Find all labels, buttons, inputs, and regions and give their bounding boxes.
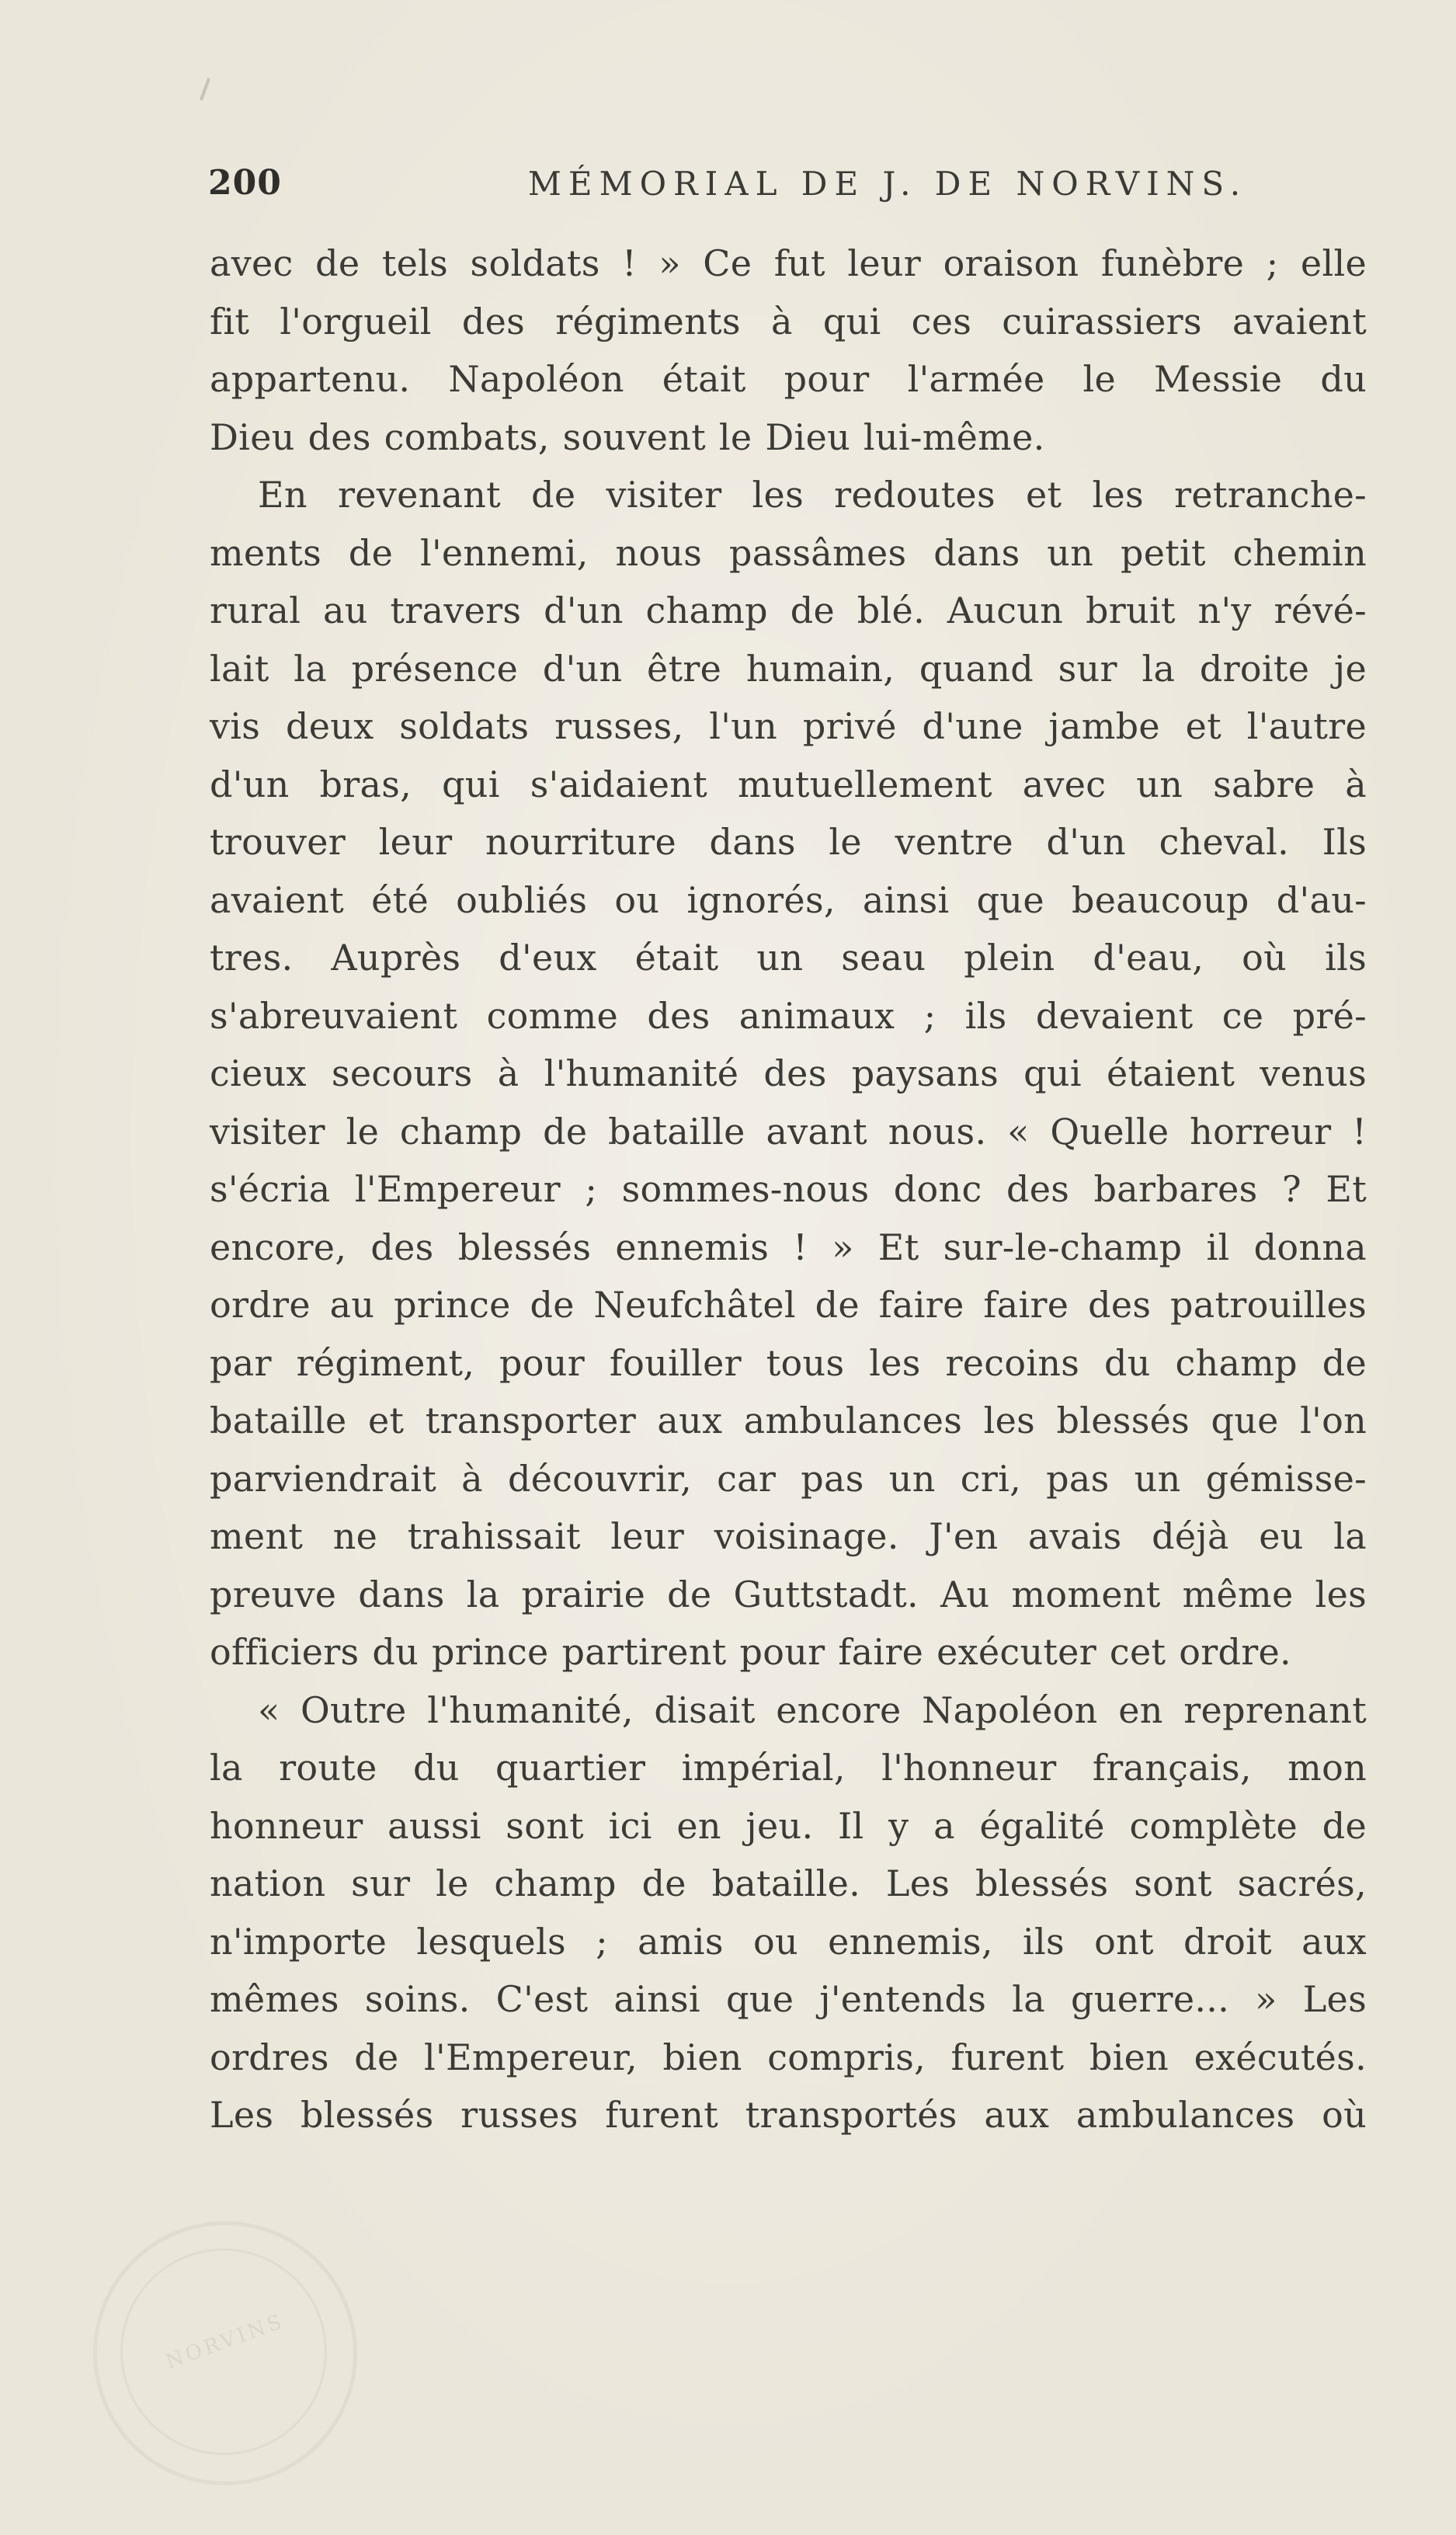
- page-number: 200: [208, 163, 282, 203]
- text-line: lait la présence d'un être humain, quand sur la droite je: [210, 647, 1367, 690]
- text-line: nation sur le champ de bataille. Les blessés sont sacrés,: [210, 1862, 1367, 1904]
- text-line: cieux secours à l'humanité des paysans qui étaient venus: [210, 1052, 1367, 1094]
- text-line: ordres de l'Empereur, bien compris, furent bien exécutés.: [210, 2036, 1367, 2078]
- text-line: vis deux soldats russes, l'un privé d'une jambe et l'autre: [210, 705, 1367, 747]
- text-line: Les blessés russes furent transportés aux ambulances où: [210, 2094, 1367, 2136]
- pen-mark: [200, 78, 210, 101]
- running-head: MÉMORIAL DE J. DE NORVINS.: [527, 165, 1248, 203]
- text-line: fit l'orgueil des régiments à qui ces cuirassiers avaient: [210, 300, 1367, 343]
- text-line: encore, des blessés ennemis ! » Et sur-le-champ il donna: [210, 1226, 1367, 1268]
- text-line: Dieu des combats, souvent le Dieu lui-même.: [210, 416, 1045, 458]
- text-line: ments de l'ennemi, nous passâmes dans un petit chemin: [210, 531, 1367, 574]
- text-line: n'importe lesquels ; amis ou ennemis, ils ont droit aux: [210, 1920, 1367, 1963]
- text-line: avec de tels soldats ! » Ce fut leur oraison funèbre ; elle: [210, 242, 1367, 284]
- text-line: preuve dans la prairie de Guttstadt. Au moment même les: [210, 1573, 1367, 1615]
- text-line: appartenu. Napoléon était pour l'armée le Messie du: [210, 358, 1367, 400]
- text-line: En revenant de visiter les redoutes et les retranche-: [258, 474, 1367, 516]
- text-line: mêmes soins. C'est ainsi que j'entends la guerre... » Les: [210, 1978, 1367, 2020]
- text-line: « Outre l'humanité, disait encore Napoléon en reprenant: [258, 1688, 1367, 1731]
- text-line: ment ne trahissait leur voisinage. J'en avais déjà eu la: [210, 1515, 1367, 1557]
- text-line: visiter le champ de bataille avant nous. « Quelle horreur !: [210, 1110, 1367, 1153]
- text-line: la route du quartier impérial, l'honneur français, mon: [210, 1747, 1367, 1789]
- text-line: par régiment, pour fouiller tous les recoins du champ de: [210, 1341, 1367, 1384]
- text-line: parviendrait à découvrir, car pas un cri, pas un gémisse-: [210, 1457, 1367, 1500]
- text-line: d'un bras, qui s'aidaient mutuellement avec un sabre à: [210, 763, 1367, 805]
- page-header: [208, 163, 1365, 210]
- text-line: officiers du prince partirent pour faire exécuter cet ordre.: [210, 1631, 1291, 1673]
- text-line: s'écria l'Empereur ; sommes-nous donc des barbares ? Et: [210, 1168, 1367, 1210]
- text-line: ordre au prince de Neufchâtel de faire faire des patrouilles: [210, 1284, 1367, 1326]
- text-line: honneur aussi sont ici en jeu. Il y a égalité complète de: [210, 1804, 1367, 1847]
- library-stamp-text: NORVINS: [162, 2309, 288, 2374]
- text-line: bataille et transporter aux ambulances les blessés que l'on: [210, 1400, 1367, 1441]
- text-line: tres. Auprès d'eux était un seau plein d'eau, où ils: [210, 937, 1367, 979]
- text-line: trouver leur nourriture dans le ventre d'un cheval. Ils: [210, 821, 1367, 863]
- library-stamp: [93, 2221, 357, 2485]
- text-line: rural au travers d'un champ de blé. Aucun bruit n'y révé-: [210, 589, 1367, 631]
- text-line: avaient été oubliés ou ignorés, ainsi que beaucoup d'au-: [210, 878, 1367, 921]
- body-text: [210, 235, 1367, 2144]
- text-line: s'abreuvaient comme des animaux ; ils devaient ce pré-: [210, 994, 1367, 1037]
